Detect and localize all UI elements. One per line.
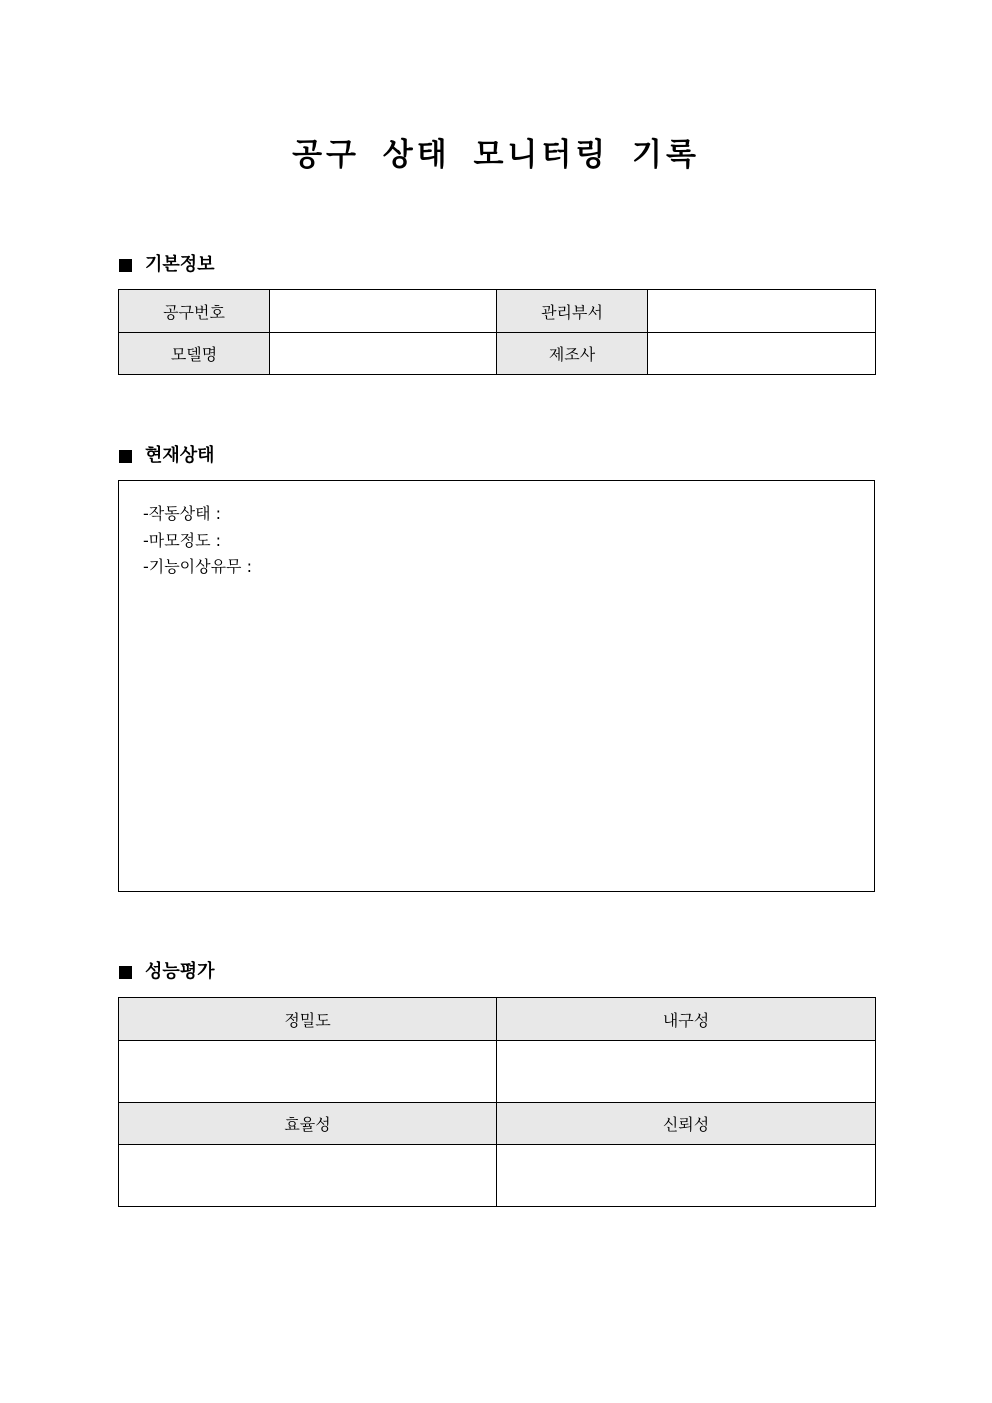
page-title: 공구 상태 모니터링 기록	[292, 137, 700, 173]
department-field[interactable]	[648, 290, 876, 333]
performance-header-row	[119, 1103, 876, 1145]
precision-label: 정밀도	[119, 998, 497, 1041]
current-status-heading	[119, 444, 215, 468]
basic-info-heading	[119, 253, 215, 277]
model-label: 모델명	[119, 333, 270, 375]
square-bullet-icon	[119, 450, 132, 463]
square-bullet-icon	[119, 966, 132, 979]
square-bullet-icon	[119, 259, 132, 272]
durability-field[interactable]	[497, 1041, 876, 1103]
durability-label: 내구성	[497, 998, 876, 1041]
performance-header-row	[119, 998, 876, 1041]
model-field[interactable]	[270, 333, 497, 375]
operation-status-line: -작동상태 :	[143, 504, 222, 523]
basic-info-row	[119, 290, 876, 333]
reliability-field[interactable]	[497, 1145, 876, 1207]
basic-info-table	[118, 289, 876, 375]
current-status-heading-text: 현재상태	[145, 445, 215, 466]
department-label: 관리부서	[497, 290, 648, 333]
reliability-label: 신뢰성	[497, 1103, 876, 1145]
efficiency-label: 효율성	[119, 1103, 497, 1145]
performance-value-row	[119, 1145, 876, 1207]
manufacturer-field[interactable]	[648, 333, 876, 375]
tool-number-field[interactable]	[270, 290, 497, 333]
precision-field[interactable]	[119, 1041, 497, 1103]
wear-level-line: -마모정도 :	[143, 530, 222, 550]
malfunction-line: -기능이상유무 :	[143, 557, 252, 576]
manufacturer-label: 제조사	[497, 333, 648, 375]
performance-heading	[119, 960, 215, 984]
performance-table	[118, 997, 876, 1207]
current-status-lines	[143, 501, 252, 581]
performance-value-row	[119, 1041, 876, 1103]
performance-heading-text: 성능평가	[145, 961, 215, 982]
tool-number-label: 공구번호	[119, 290, 270, 333]
current-status-box[interactable]	[118, 480, 875, 892]
basic-info-row	[119, 333, 876, 375]
efficiency-field[interactable]	[119, 1145, 497, 1207]
basic-info-heading-text: 기본정보	[145, 254, 215, 275]
